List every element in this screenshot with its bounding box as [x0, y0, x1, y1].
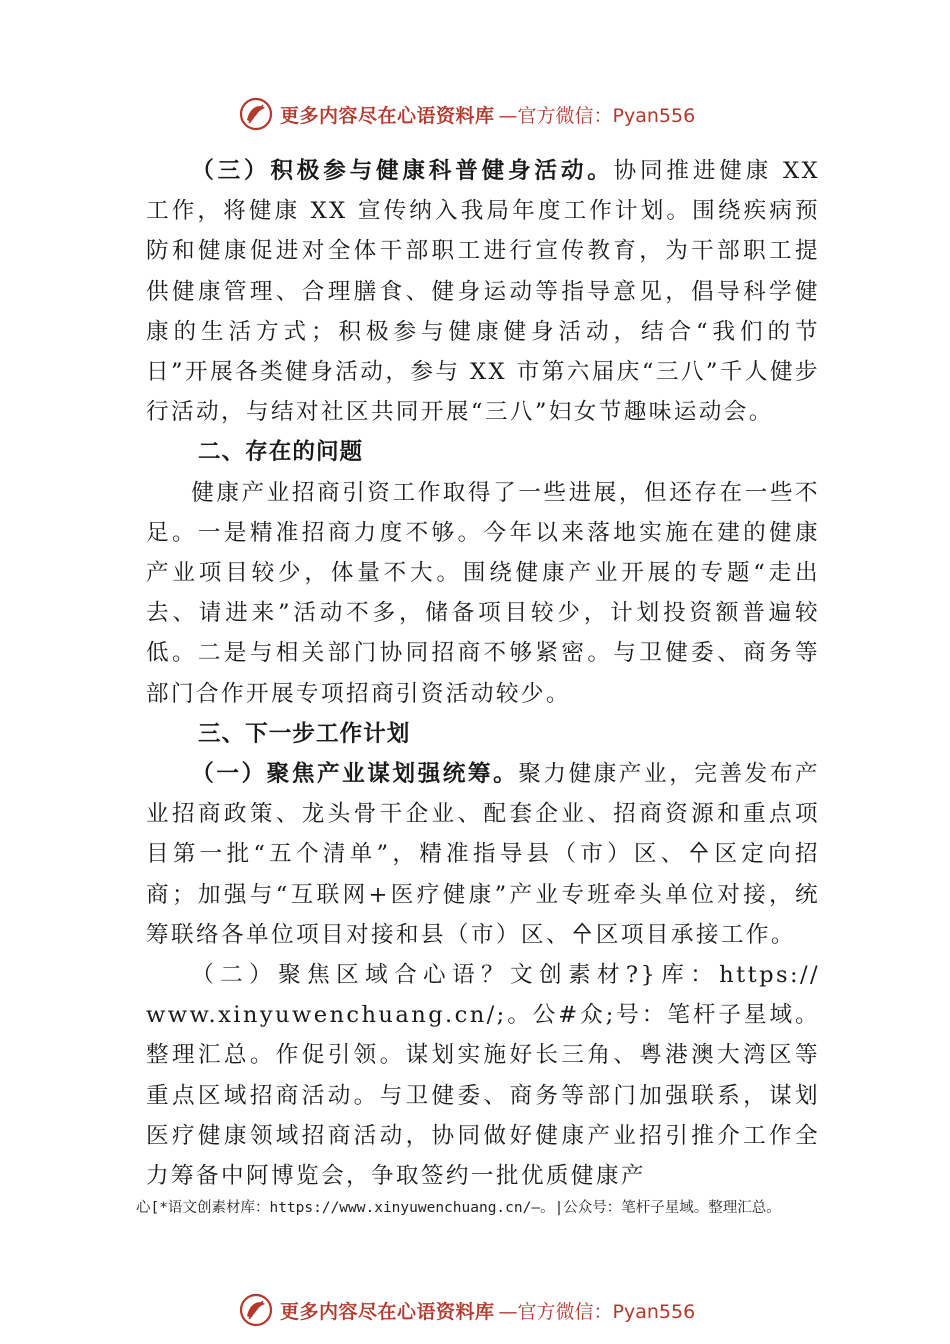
brand-logo-icon: [238, 1292, 274, 1328]
section-heading-problems: 二、存在的问题: [198, 439, 364, 466]
paragraph-lead: （三）积极参与健康科普健身活动。: [191, 158, 614, 184]
watermark-wechat-text: —官方微信：Pyan556: [498, 1300, 696, 1323]
paragraph-regional-focus: （二）聚焦区域合心语？文创素材?}库：https:// www.xinyuwenchuang.cn/;。公#众;号：笔杆子星域。整理汇总。作促引领。谋划实施好长三角、粤港澳大湾区等重点区域招商活动。与卫健委、商务等部门加强联系，谋划医疗健康领域招商活动，协同做好健康产业招引推介工作全力筹备中阿博览会，争取签约一批优质健康产: [146, 962, 820, 1190]
watermark-brand-text: 更多内容尽在心语资料库: [280, 104, 495, 127]
paragraph-text: 协同推进健康 XX 工作，将健康 XX 宣传纳入我局年度工作计划。围绕疾病预防和健康促进对全体干部职工进行宣传教育，为干部职工提供健康管理、合理膳食、健身运动等指导意见，倡导科学健康的生活方式；积极参与健康健身活动，结合“我们的节日”开展各类健身活动，参与 XX 市第六届庆“三八”千人健步行活动，与结对社区共同开展“三八”妇女节趣味运动会。: [146, 158, 820, 426]
paragraph-health-activities: [146, 151, 820, 432]
watermark-banner-bottom: [238, 1290, 758, 1330]
paragraph-problems: 健康产业招商引资工作取得了一些进展，但还存在一些不足。一是精准招商力度不够。今年以来落地实施在建的健康产业项目较少，体量不大。围绕健康产业开展的专题“走出去、请进来”活动不多，储备项目较少，计划投资额普遍较低。二是与相关部门协同招商不够紧密。与卫健委、商务等部门合作开展专项招商引资活动较少。: [146, 479, 820, 707]
paragraph-industry-focus: [146, 754, 820, 955]
footnote: 心[*语文创素材库：https://www.xinyuwenchuang.cn/—。|公众号：笔杆子星域。整理汇总。: [136, 1200, 781, 1216]
brand-logo-icon: [238, 96, 274, 132]
paragraph-text: 聚力健康产业，完善发布产业招商政策、龙头骨干企业、配套企业、招商资源和重点项目第一批“五个清单”，精准指导县（市）区、㐃区定向招商；加强与“互联网+医疗健康”产业专班牵头单位对接，统筹联络各单位项目对接和县（市）区、㐃区项目承接工作。: [146, 761, 820, 948]
paragraph-lead: （一）聚焦产业谋划强统筹。: [191, 761, 519, 788]
watermark-brand-text: 更多内容尽在心语资料库: [280, 1300, 495, 1323]
watermark-wechat-text: —官方微信：Pyan556: [498, 104, 696, 127]
document-body: [146, 151, 820, 1196]
watermark-banner-top: [238, 94, 758, 134]
section-heading-next-steps: 三、下一步工作计划: [198, 720, 411, 747]
